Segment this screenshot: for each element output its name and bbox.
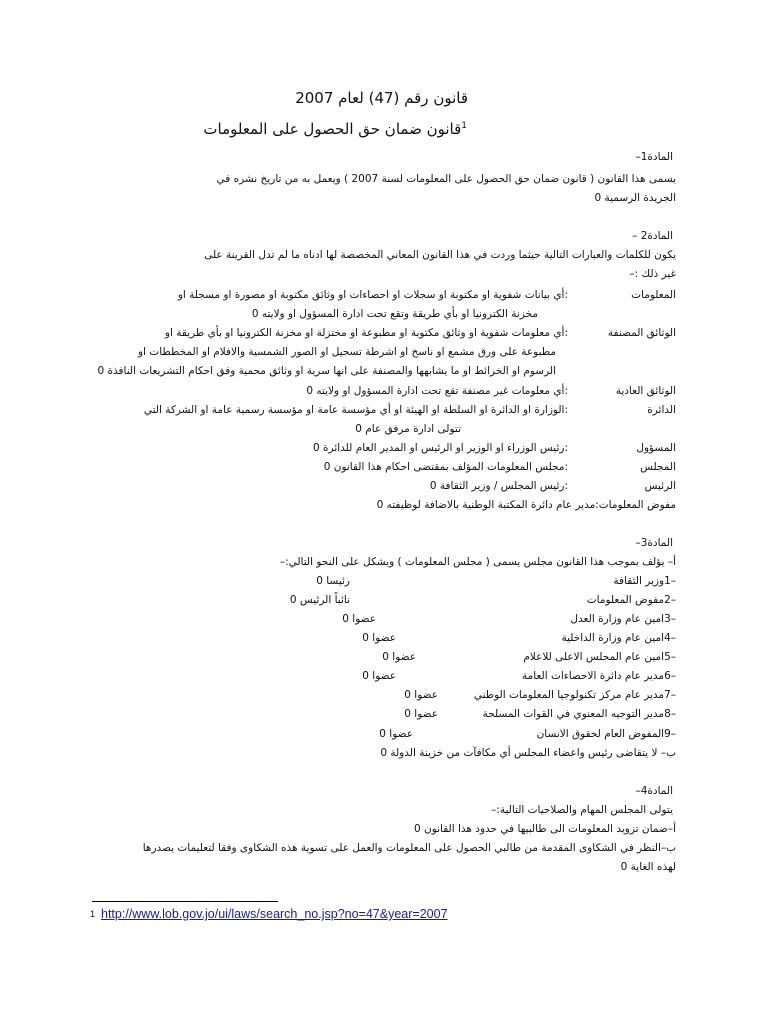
law-subtitle: $^1$قانون ضمان حق الحصول على المعلومات bbox=[203, 120, 467, 138]
def-term-ordinary: الوثائق العادية bbox=[615, 385, 676, 397]
def-term-official: المسؤول bbox=[636, 442, 676, 454]
member-role: عضوا 0 bbox=[362, 670, 396, 682]
def-text-ordinary: :أي معلومات غير مصنفة تقع تحت ادارة المسؤول او ولايته 0 bbox=[306, 385, 568, 397]
member-role: عضوا 0 bbox=[342, 613, 376, 625]
member-role: عضوا 0 bbox=[362, 632, 396, 644]
article2-heading: المادة2 – bbox=[632, 230, 673, 242]
member-name: –6مدير عام دائرة الاحصاءات العامة bbox=[522, 670, 676, 682]
def-text-classified-3: الرسوم او الخرائط او ما يشابهها والمصنفة على انها سرية او وثائق محمية وفق احكام التشريعات النافذة 0 bbox=[97, 365, 556, 377]
member-name: –9المفوض العام لحقوق الانسان bbox=[536, 728, 676, 740]
def-term-information: المعلومات bbox=[631, 289, 676, 301]
member-name: –2مفوض المعلومات bbox=[586, 594, 676, 606]
def-text-classified-1: :أي معلومات شفوية او وثائق مكتوبة او مطبوعة او مختزلة او مخزنة الكترونيا او بأي طريقة او bbox=[164, 327, 568, 339]
article4-a-line: أ–ضمان تزويد المعلومات الى طالبيها في حدود هذا القانون 0 bbox=[413, 823, 676, 835]
member-role: عضوا 0 bbox=[404, 708, 438, 720]
article1-line1: يسمى هذا القانون ( قانون ضمان حق الحصول على المعلومات لسنة 2007 ) ويعمل به من تاريخ نشره في bbox=[216, 173, 676, 185]
def-term-classified: الوثائق المصنفة bbox=[607, 327, 676, 339]
footnote-separator bbox=[92, 901, 278, 902]
footnote-number: 1 bbox=[90, 909, 96, 919]
article1-heading: المادة1– bbox=[635, 151, 673, 163]
def-text-information-2: مخزنة الكترونيا او بأي طريقة وتقع تحت ادارة المسؤول او ولايته 0 bbox=[251, 308, 538, 320]
member-name: –5امين عام المجلس الاعلى للاعلام bbox=[523, 651, 676, 663]
def-term-council: المجلس bbox=[640, 461, 676, 473]
member-role: رئيسا 0 bbox=[316, 575, 350, 587]
member-name: –1وزير الثقافة bbox=[613, 575, 676, 587]
article2-intro2: غير ذلك :– bbox=[629, 268, 676, 280]
article3-heading: المادة3– bbox=[635, 537, 673, 549]
law-title: قانون رقم (47) لعام 2007 bbox=[295, 89, 468, 107]
article4-b-line2: لهذه الغاية 0 bbox=[620, 861, 676, 873]
def-term-department: الدائرة bbox=[647, 404, 676, 416]
def-text-official: :رئيس الوزراء او الوزير او الرئيس او المدير العام للدائرة 0 bbox=[313, 442, 568, 454]
member-role: عضوا 0 bbox=[382, 651, 416, 663]
article3-a-line: أ– يؤلف بموجب هذا القانون مجلس يسمى ( مجلس المعلومات ) ويشكل على النحو التالي:– bbox=[279, 556, 676, 568]
article1-line2: الجريدة الرسمية 0 bbox=[594, 192, 676, 204]
article4-intro: يتولى المجلس المهام والصلاحيات التالية:– bbox=[491, 804, 673, 816]
member-role: عضوا 0 bbox=[379, 728, 413, 740]
def-term-president: الرئيس bbox=[644, 480, 676, 492]
def-text-department-1: :الوزارة او الدائرة او السلطة او الهيئة او أي مؤسسة عامة او مؤسسة رسمية عامة او الشركة التي bbox=[143, 404, 568, 416]
footnote-ref[interactable]: 1 bbox=[461, 121, 467, 131]
member-role: عضوا 0 bbox=[404, 689, 438, 701]
def-commissioner: مفوض المعلومات:مدير عام دائرة المكتبة الوطنية بالاضافة لوظيفته 0 bbox=[376, 499, 676, 511]
footnote-link[interactable]: http://www.lob.gov.jo/ui/laws/search_no.jsp?no=47&year=2007 bbox=[101, 907, 448, 921]
article3-b-line: ب– لا يتقاضى رئيس واعضاء المجلس أي مكافآت من خزينة الدولة 0 bbox=[380, 747, 676, 759]
def-text-department-2: تتولى ادارة مرفق عام 0 bbox=[355, 423, 461, 435]
member-name: –7مدير عام مركز تكنولوجيا المعلومات الوطني bbox=[473, 689, 676, 701]
article2-intro1: يكون للكلمات والعبارات التالية حيثما وردت في هذا القانون المعاني المخصصة لها ادناه ما لم تدل القرينة على bbox=[204, 249, 676, 261]
member-role: نائباً الرئيس 0 bbox=[289, 594, 350, 606]
def-text-council: :مجلس المعلومات المؤلف بمقتضى احكام هذا القانون 0 bbox=[323, 461, 568, 473]
article4-heading: المادة4– bbox=[635, 785, 673, 797]
def-text-classified-2: مطبوعة على ورق مشمع او ناسخ او اشرطة تسجيل او الصور الشمسية والافلام او المخططات او bbox=[137, 346, 556, 358]
member-name: –3امين عام وزارة العدل bbox=[570, 613, 676, 625]
member-name: –4امين عام وزارة الداخلية bbox=[561, 632, 676, 644]
def-text-information-1: :أي بيانات شفوية او مكتوبة او سجلات او احصاءات او وثائق مكتوبة او مصورة او مسجلة او bbox=[177, 289, 568, 301]
member-name: –8مدير التوجيه المعنوي في القوات المسلحة bbox=[482, 708, 676, 720]
article4-b-line1: ب–النظر في الشكاوى المقدمة من طالبي الحصول على المعلومات والعمل على تسوية هذه الشكاوى وفقا لتعليمات يصدرها bbox=[142, 842, 676, 854]
def-text-president: :رئيس المجلس / وزير الثقافة 0 bbox=[429, 480, 568, 492]
